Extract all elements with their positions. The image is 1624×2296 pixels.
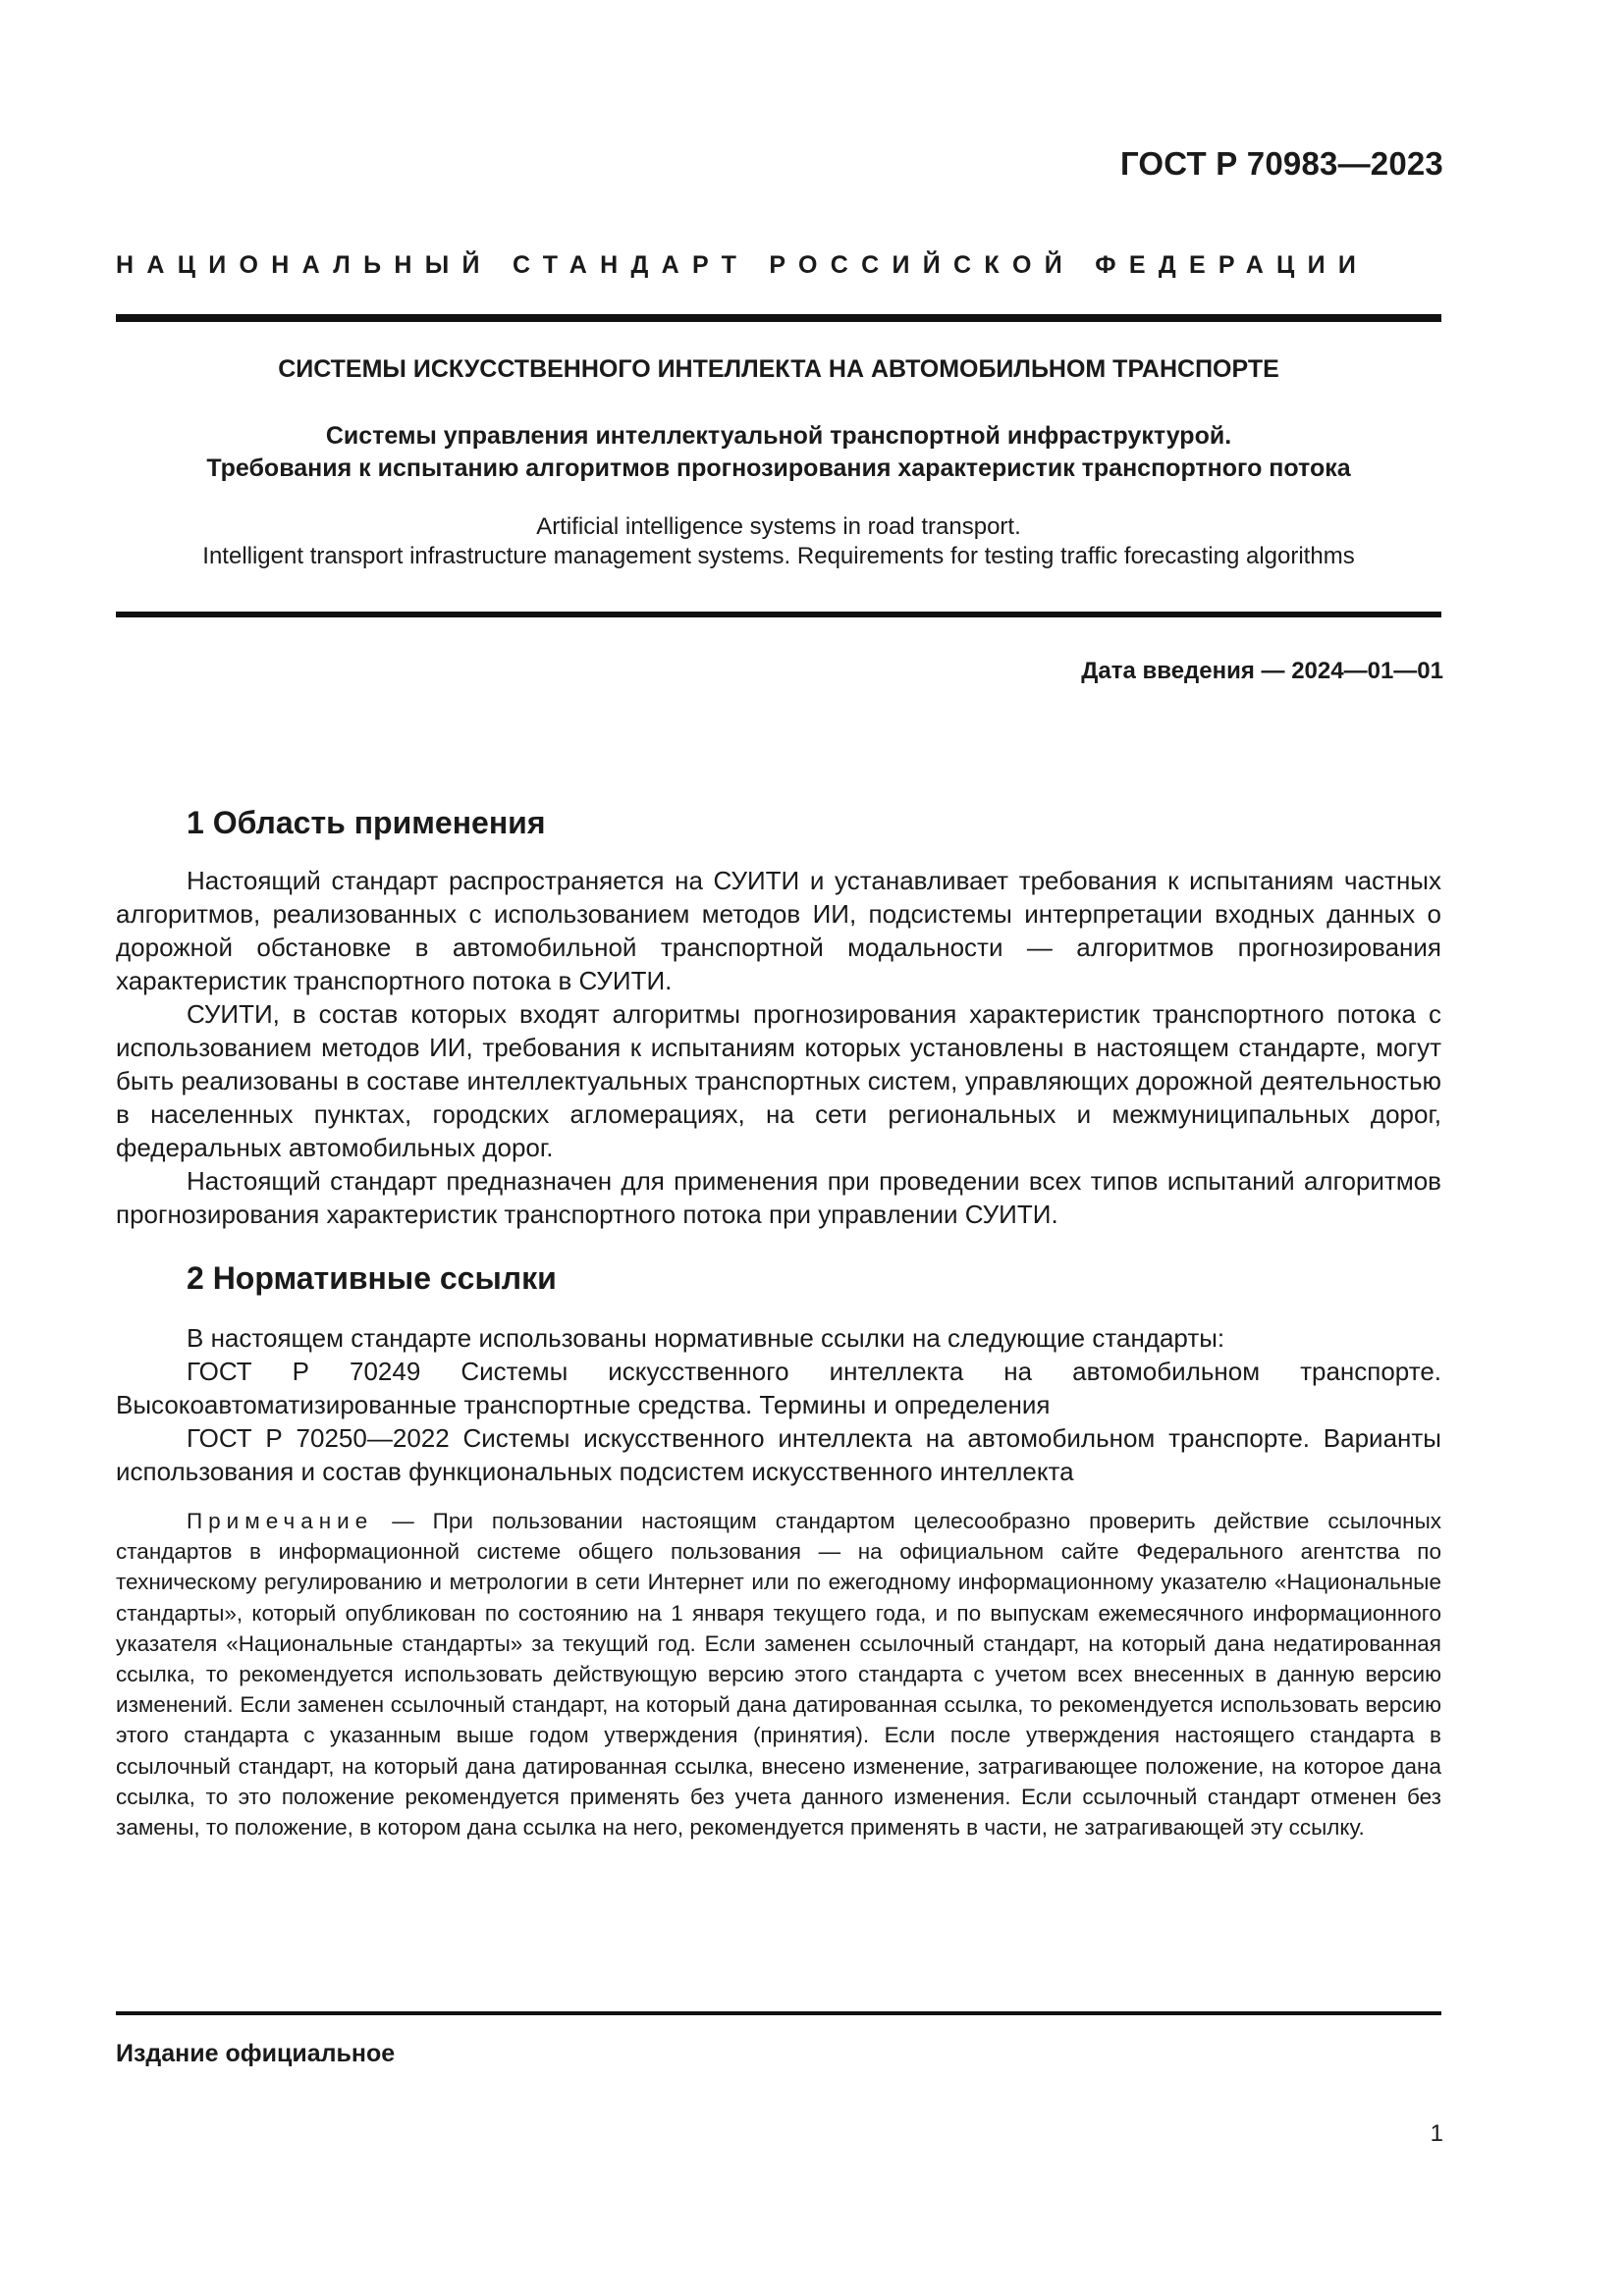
english-title xyxy=(116,512,1441,571)
paragraph: Настоящий стандарт распространяется на СУИТИ и устанавливает требования к испытаниям частных алгоритмов, реализованных с использованием методов ИИ, подсистемы интерпретации входных данных о дорожной обстановке в автомобильной транспортной модальности — алгоритмов прогнозирования характеристик транспортного потока в СУИТИ. xyxy=(116,866,1441,995)
top-divider xyxy=(116,314,1441,322)
subtitle-line-2: Требования к испытанию алгоритмов прогнозирования характеристик транспортного потока xyxy=(206,454,1351,482)
note-text: — При пользовании настоящим стандартом целесообразно проверить действие ссылочных стандартов в информационной системе общего пользования — на официальном сайте Федерального агентства по техническому регулированию и метрологии в сети Интернет или по ежегодному информационному указателю «Национальные стандарты», который опубликован по состоянию на 1 января текущего года, и по выпускам ежемесячного информационного указателя «Национальные стандарты» за текущий год. Если заменен ссылочный стандарт, на который дана недатированная ссылка, то рекомендуется использовать действующую версию этого стандарта с учетом всех внесенных в данную версию изменений. Если заменен ссылочный стандарт, на который дана датированная ссылка, то рекомендуется использовать версию этого стандарта с указанным выше годом утверждения (принятия). Если после утверждения настоящего стандарта в ссылочный стандарт, на который дана датированная ссылка, внесено изменение, затрагивающее положение, на которое дана ссылка, то это положение рекомендуется применять без учета данного изменения. Если ссылочный стандарт отменен без замены, то положение, в котором дана ссылка на него, рекомендуется применять в части, не затрагивающей эту ссылку. xyxy=(116,1509,1441,1841)
paragraph: Настоящий стандарт предназначен для применения при проведении всех типов испытаний алгоритмов прогнозирования характеристик транспортного потока при управлении СУИТИ. xyxy=(116,1166,1441,1229)
paragraph: СУИТИ, в состав которых входят алгоритмы прогнозирования характеристик транспортного потока с использованием методов ИИ, требования к испытаниям которых установлены в настоящем стандарте, могут быть реализованы в составе интеллектуальных транспортных систем, управляющих дорожной деятельностью в населенных пунктах, городских агломерациях, на сети региональных и межмуниципальных дорог, федеральных автомобильных дорог. xyxy=(116,999,1441,1162)
national-standard-heading: НАЦИОНАЛЬНЫЙ СТАНДАРТ РОССИЙСКОЙ ФЕДЕРАЦИИ xyxy=(116,251,1370,279)
document-subtitle xyxy=(116,420,1441,485)
note-block xyxy=(116,1506,1441,1842)
section-2-heading: 2 Нормативные ссылки xyxy=(187,1260,557,1296)
paragraph: ГОСТ Р 70249 Системы искусственного интеллекта на автомобильном транспорте. Высокоавтоматизированные транспортные средства. Термины и определения xyxy=(116,1357,1441,1419)
bottom-divider xyxy=(116,2011,1441,2015)
english-title-line-1: Artificial intelligence systems in road transport. xyxy=(536,513,1021,540)
section-1-body xyxy=(116,864,1441,1231)
edition-label: Издание официальное xyxy=(116,2040,396,2067)
paragraph: В настоящем стандарте использованы нормативные ссылки на следующие стандарты: xyxy=(187,1323,1225,1353)
english-title-line-2: Intelligent transport infrastructure management systems. Requirements for testing traffic forecasting algorithms xyxy=(202,543,1355,569)
middle-divider xyxy=(116,612,1441,617)
page-number: 1 xyxy=(1430,2120,1443,2147)
paragraph: ГОСТ Р 70250—2022 Системы искусственного интеллекта на автомобильном транспорте. Варианты использования и состав функциональных подсистем искусственного интеллекта xyxy=(116,1423,1441,1486)
subtitle-line-1: Системы управления интеллектуальной транспортной инфраструктурой. xyxy=(325,422,1232,450)
introduction-date: Дата введения — 2024—01—01 xyxy=(1081,658,1443,684)
document-title: СИСТЕМЫ ИСКУССТВЕННОГО ИНТЕЛЛЕКТА НА АВТОМОБИЛЬНОМ ТРАНСПОРТЕ xyxy=(278,355,1279,383)
document-number: ГОСТ Р 70983—2023 xyxy=(1119,145,1443,182)
section-1-heading: 1 Область применения xyxy=(187,805,546,840)
note-label: Примечание xyxy=(187,1509,374,1533)
section-2-body xyxy=(116,1321,1441,1488)
